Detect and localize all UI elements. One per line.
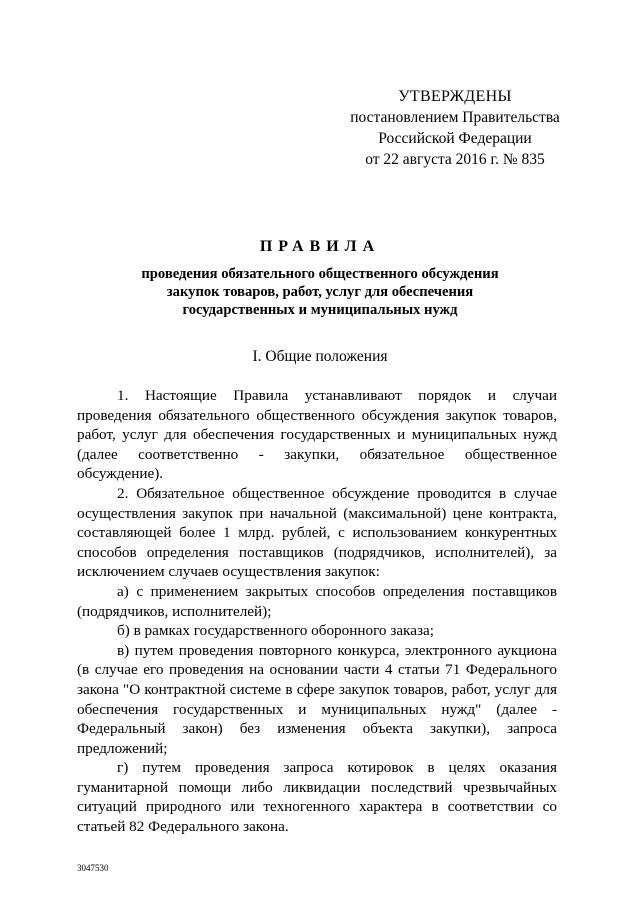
approval-line-2: Российской Федерации	[378, 130, 532, 147]
approval-title: УТВЕРЖДЕНЫ	[398, 88, 512, 105]
paragraph-2: 2. Обязательное общественное обсуждение проводится в случае осуществления закупок при начальной (максимальной) цене контракта, составляющей более 1 млрд. рублей, с использованием конкурентных способов определения поставщиков (подрядчиков, исполнителей), за исключением случаев осуществления закупок:	[77, 484, 557, 581]
approval-line-1: постановлением Правительства	[350, 109, 560, 126]
document-body	[77, 386, 557, 837]
section-title: I. Общие положения	[252, 348, 388, 365]
paragraph-1: 1. Настоящие Правила устанавливают порядок и случаи проведения обязательного общественного обсуждения закупок товаров, работ, услуг для обеспечения государственных и муниципальных нужд (далее соответственно - закупки, обязательное общественное обсуждение).	[77, 387, 557, 483]
document-title: ПРАВИЛА	[259, 238, 381, 255]
list-item-g: г) путем проведения запроса котировок в целях оказания гуманитарной помощи либо ликвидации последствий чрезвычайных ситуаций природного или техногенного характера в соответствии со статьей 82 Федерального закона.	[77, 759, 557, 836]
list-item-b: б) в рамках государственного оборонного заказа;	[117, 622, 434, 640]
document-heading	[60, 235, 580, 319]
approval-line-3: от 22 августа 2016 г. № 835	[365, 151, 545, 168]
document-subtitle-line-2: закупок товаров, работ, услуг для обеспечения	[166, 284, 474, 300]
document-code: 3047530	[77, 863, 109, 873]
approval-block	[330, 86, 580, 170]
list-item-v: в) путем проведения повторного конкурса, электронного аукциона (в случае его проведения на основании части 4 статьи 71 Федерального закона "О контрактной системе в сфере закупок товаров, работ, услуг для обеспечения государственных и муниципальных нужд" (далее - Федеральный закон) без изменения объекта закупки), запроса предложений;	[77, 641, 557, 757]
list-item-a: а) с применением закрытых способов определения поставщиков (подрядчиков, исполнителей);	[77, 582, 557, 620]
document-subtitle-line-1: проведения обязательного общественного обсуждения	[141, 266, 499, 282]
document-subtitle	[60, 265, 580, 319]
document-subtitle-line-3: государственных и муниципальных нужд	[182, 302, 458, 318]
